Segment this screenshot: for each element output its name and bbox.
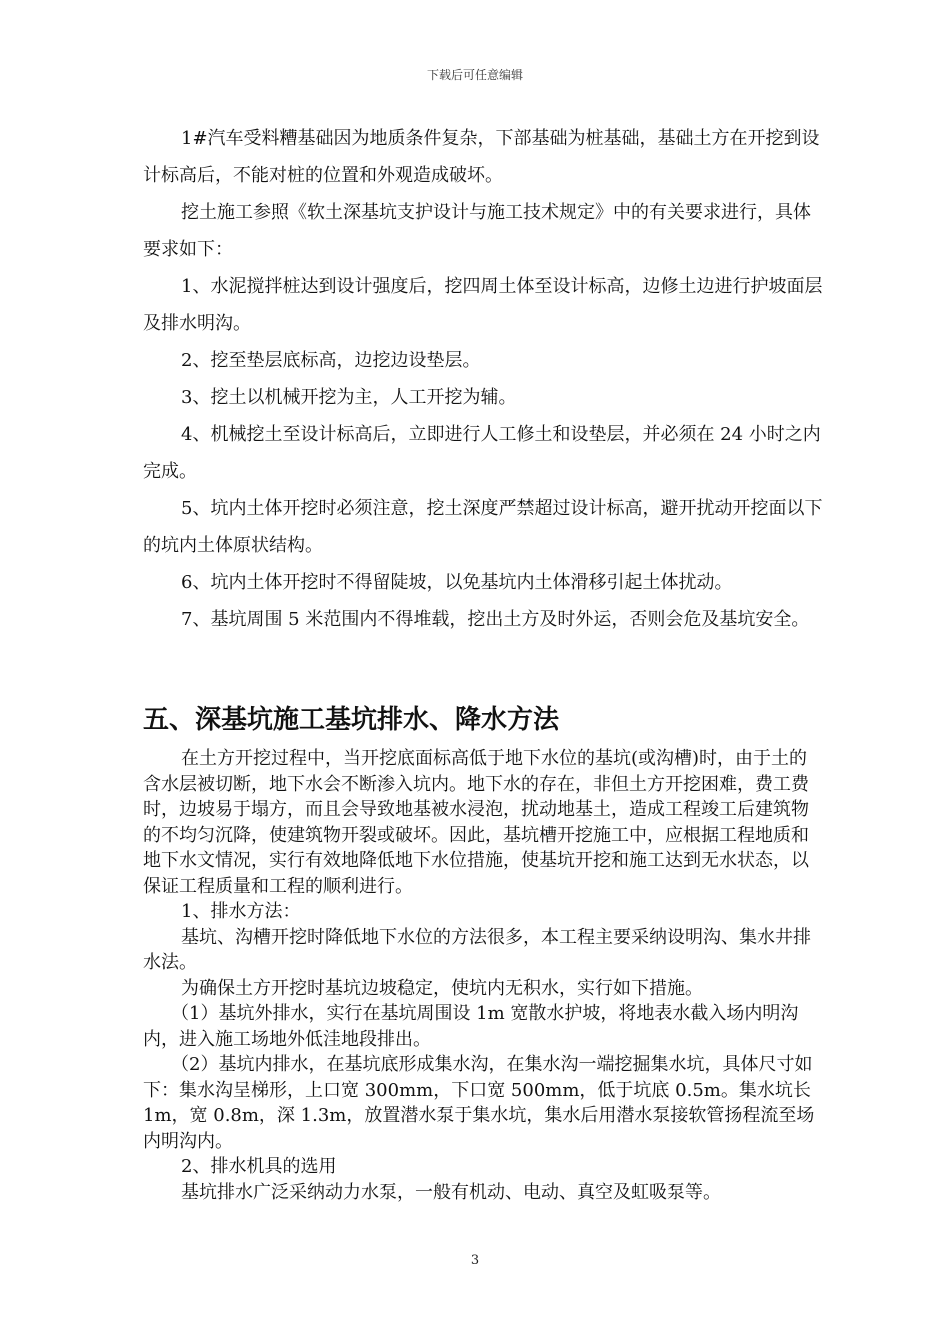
list-item: （2）基坑内排水，在基坑底形成集水沟，在集水沟一端挖掘集水坑，具体尺寸如下：集水沟呈梯形，上口宽 300mm，下口宽 500mm，低于坑底 0.5m。集水坑长 1m，宽 0.8m，深 1.3m，放置潜水泵于集水坑，集水后用潜水泵接软管扬程流至场内明沟内。 [143, 1054, 815, 1152]
list-item: （1）基坑外排水，实行在基坑周围设 1m 宽散水护坡，将地表水截入场内明沟内，进入施工场地外低洼地段排出。 [143, 1003, 799, 1050]
paragraph: 1#汽车受料糟基础因为地质条件复杂，下部基础为桩基础，基础土方在开挖到设计标高后，不能对桩的位置和外观造成破坏。 [143, 128, 820, 186]
page-number: 3 [470, 1253, 480, 1268]
paragraph: 基坑排水广泛采纳动力水泵，一般有机动、电动、真空及虹吸泵等。 [181, 1181, 721, 1203]
paragraph: 为确保土方开挖时基坑边坡稳定，使坑内无积水，实行如下措施。 [181, 977, 703, 999]
section-heading: 五、深基坑施工基坑排水、降水方法 [143, 705, 560, 735]
paragraph: 基坑、沟槽开挖时降低地下水位的方法很多，本工程主要采纳设明沟、集水井排水法。 [143, 926, 811, 973]
paragraph: 在土方开挖过程中，当开挖底面标高低于地下水位的基坑(或沟槽)时，由于土的含水层被切断，地下水会不断渗入坑内。地下水的存在，非但土方开挖困难，费工费时，边坡易于塌方，而且会导致地基被水浸泡，扰动地基土，造成工程竣工后建筑物的不均匀沉降，使建筑物开裂或破坏。因此，基坑槽开挖施工中，应根据工程地质和地下水文情况，实行有效地降低地下水位措施，使基坑开挖和施工达到无水状态，以保证工程质量和工程的顺利进行。 [143, 748, 809, 897]
list-item: 3、挖土以机械开挖为主，人工开挖为辅。 [181, 387, 517, 408]
section-2-body [143, 746, 823, 1205]
subheading: 2、排水机具的选用 [181, 1156, 337, 1177]
subheading: 1、排水方法： [181, 901, 301, 922]
list-item: 4、机械挖土至设计标高后，立即进行人工修土和设垫层，并必须在 24 小时之内完成。 [143, 424, 821, 482]
list-item: 6、坑内土体开挖时不得留陡坡，以免基坑内土体滑移引起土体扰动。 [181, 572, 733, 593]
page-header: 下载后可任意编辑 [426, 68, 523, 82]
section-1-body [143, 120, 823, 638]
list-item: 1、水泥搅拌桩达到设计强度后，挖四周土体至设计标高，边修土边进行护坡面层及排水明沟。 [143, 276, 823, 334]
list-item: 2、挖至垫层底标高，边挖边设垫层。 [181, 350, 481, 371]
paragraph: 挖土施工参照《软土深基坑支护设计与施工技术规定》中的有关要求进行，具体要求如下： [143, 202, 811, 260]
list-item: 7、基坑周围 5 米范围内不得堆载，挖出土方及时外运，否则会危及基坑安全。 [181, 609, 810, 630]
list-item: 5、坑内土体开挖时必须注意，挖土深度严禁超过设计标高，避开扰动开挖面以下的坑内土体原状结构。 [143, 498, 823, 556]
